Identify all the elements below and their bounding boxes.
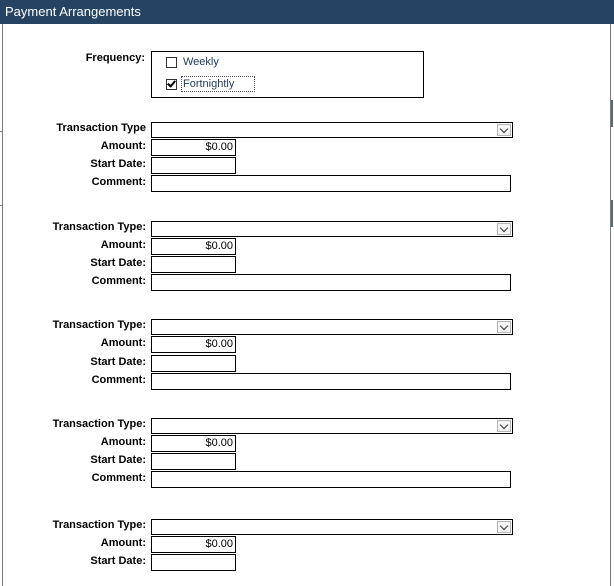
start-date-label: Start Date:	[90, 158, 146, 170]
amount-label: Amount:	[100, 337, 146, 349]
comment-label: Comment:	[91, 176, 146, 188]
start-date-label: Start Date:	[90, 454, 146, 466]
amount-label: Amount:	[100, 537, 146, 549]
transaction-type-select[interactable]	[151, 122, 513, 138]
comment-field[interactable]	[151, 175, 511, 192]
amount-field[interactable]: $0.00	[151, 139, 236, 156]
amount-field[interactable]: $0.00	[151, 336, 236, 353]
form-panel	[2, 24, 611, 586]
transaction-type-label: Transaction Type:	[52, 221, 146, 233]
start-date-field[interactable]	[151, 256, 236, 273]
comment-label: Comment:	[91, 275, 146, 287]
transaction-type-select[interactable]	[151, 418, 513, 434]
left-edge-mark	[0, 131, 2, 132]
transaction-type-select[interactable]	[151, 221, 513, 237]
start-date-label: Start Date:	[90, 555, 146, 567]
frequency-group	[151, 51, 424, 98]
start-date-field[interactable]	[151, 355, 236, 372]
frequency-label: Frequency:	[85, 52, 145, 64]
comment-field[interactable]	[151, 471, 511, 488]
chevron-down-icon[interactable]	[497, 521, 511, 533]
transaction-type-label: Transaction Type	[56, 122, 146, 134]
chevron-down-icon[interactable]	[497, 124, 511, 136]
right-edge-mark	[611, 100, 613, 127]
window-title: Payment Arrangements	[0, 0, 614, 24]
fortnightly-checkbox[interactable]	[166, 79, 177, 90]
transaction-type-label: Transaction Type:	[52, 418, 146, 430]
start-date-field[interactable]	[151, 453, 236, 470]
amount-field[interactable]: $0.00	[151, 536, 236, 553]
frequency-option-weekly[interactable]	[166, 54, 220, 70]
start-date-label: Start Date:	[90, 356, 146, 368]
comment-label: Comment:	[91, 472, 146, 484]
check-icon	[167, 78, 176, 87]
right-edge-mark	[611, 200, 613, 227]
comment-field[interactable]	[151, 274, 511, 291]
amount-field[interactable]: $0.00	[151, 238, 236, 255]
transaction-type-label: Transaction Type:	[52, 519, 146, 531]
transaction-type-label: Transaction Type:	[52, 319, 146, 331]
weekly-checkbox[interactable]	[166, 57, 177, 68]
start-date-field[interactable]	[151, 157, 236, 174]
frequency-option-fortnightly[interactable]	[166, 76, 254, 92]
fortnightly-label[interactable]: Fortnightly	[182, 77, 254, 91]
start-date-label: Start Date:	[90, 257, 146, 269]
amount-field[interactable]: $0.00	[151, 435, 236, 452]
comment-field[interactable]	[151, 373, 511, 390]
chevron-down-icon[interactable]	[497, 420, 511, 432]
transaction-type-select[interactable]	[151, 519, 513, 535]
weekly-label[interactable]: Weekly	[183, 56, 219, 68]
left-edge-mark	[0, 205, 2, 206]
amount-label: Amount:	[100, 140, 146, 152]
amount-label: Amount:	[100, 436, 146, 448]
comment-label: Comment:	[91, 374, 146, 386]
chevron-down-icon[interactable]	[497, 321, 511, 333]
start-date-field[interactable]	[151, 554, 236, 571]
amount-label: Amount:	[100, 239, 146, 251]
chevron-down-icon[interactable]	[497, 223, 511, 235]
transaction-type-select[interactable]	[151, 319, 513, 335]
